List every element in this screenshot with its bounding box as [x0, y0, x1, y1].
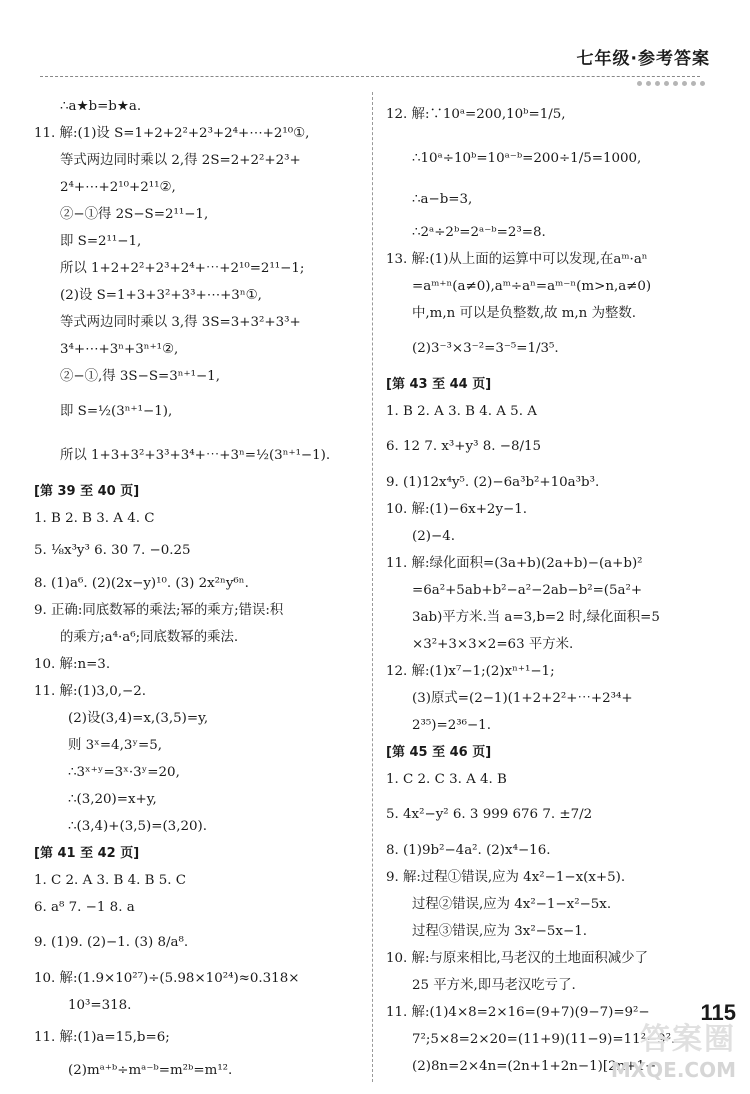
- answer-line: =aᵐ⁺ⁿ(a≠0),aᵐ÷aⁿ=aᵐ⁻ⁿ(m>n,a≠0): [412, 279, 652, 294]
- answer-line: 10. 解:n=3.: [34, 657, 111, 672]
- left-answer-column: [34, 93, 366, 1084]
- answer-line: 7²;5×8=2×20=(11+9)(11−9)=11²−9².: [412, 1032, 676, 1047]
- answer-line: 中,m,n 可以是负整数,故 m,n 为整数.: [412, 306, 636, 321]
- answer-line: (2)8n=2×4n=(2n+1+2n−1)[2n+1−: [412, 1059, 657, 1074]
- answer-line: ∴3ˣ⁺ʸ=3ˣ·3ʸ=20,: [68, 765, 180, 780]
- answer-line: (3)原式=(2−1)(1+2+2²+⋯+2³⁴+: [412, 691, 633, 706]
- answer-line: 9. 解:过程①错误,应为 4x²−1−x(x+5).: [386, 870, 626, 885]
- answer-line: 11. 解:(1)设 S=1+2+2²+2³+2⁴+⋯+2¹⁰①,: [34, 126, 310, 141]
- answer-line: 5. 4x²−y² 6. 3 999 676 7. ±7/2: [386, 807, 593, 822]
- answer-line: 所以 1+2+2²+2³+2⁴+⋯+2¹⁰=2¹¹−1;: [60, 261, 305, 276]
- right-answer-column: [386, 93, 706, 1080]
- page-number: 115: [700, 1000, 736, 1025]
- answer-line: 6. a⁸ 7. −1 8. a: [34, 900, 135, 915]
- watermark: [586, 1022, 736, 1085]
- answer-line: 10³=318.: [68, 998, 132, 1013]
- answer-line: ∴a−b=3,: [412, 192, 473, 207]
- watermark-logo: 答案圈: [640, 1022, 736, 1057]
- answer-line: 10. 解:(1.9×10²⁷)÷(5.98×10²⁴)≈0.318×: [34, 971, 300, 986]
- answer-line: 即 S=2¹¹−1,: [60, 234, 142, 249]
- answer-line: 11. 解:绿化面积=(3a+b)(2a+b)−(a+b)²: [386, 556, 643, 571]
- answer-line: 2⁴+⋯+2¹⁰+2¹¹②,: [60, 180, 176, 195]
- answer-line: 等式两边同时乘以 3,得 3S=3+3²+3³+: [60, 315, 301, 330]
- answer-line: 2³⁵)=2³⁶−1.: [412, 718, 491, 733]
- answer-line: 1. C 2. C 3. A 4. B: [386, 772, 507, 787]
- answer-line: 3⁴+⋯+3ⁿ+3ⁿ⁺¹②,: [60, 342, 179, 357]
- answer-line: ∴a★b=b★a.: [60, 99, 142, 114]
- answer-line: 的乘方;a⁴·a⁶;同底数幂的乘法.: [60, 630, 239, 645]
- section-header: [第 45 至 46 页]: [386, 745, 492, 760]
- answer-line: 过程②错误,应为 4x²−1−x²−5x.: [412, 897, 612, 912]
- answer-line: (2)3⁻³×3⁻²=3⁻⁵=1/3⁵.: [412, 341, 559, 356]
- answer-line: 13. 解:(1)从上面的运算中可以发现,在aᵐ·aⁿ: [386, 252, 648, 267]
- answer-line: 12. 解:(1)x⁷−1;(2)xⁿ⁺¹−1;: [386, 664, 555, 679]
- page-header-title: 七年级·参考答案: [576, 49, 710, 69]
- answer-line: 9. (1)9. (2)−1. (3) 8/a⁸.: [34, 935, 189, 950]
- answer-line: ∴(3,20)=x+y,: [68, 792, 157, 807]
- watermark-url: MXQE.COM: [610, 1058, 736, 1082]
- answer-line: ∴(3,4)+(3,5)=(3,20).: [68, 819, 207, 834]
- answer-line: 12. 解:∵10ᵃ=200,10ᵇ=1/5,: [386, 107, 566, 122]
- answer-line: (2)设(3,4)=x,(3,5)=y,: [68, 711, 209, 726]
- answer-line: =6a²+5ab+b²−a²−2ab−b²=(5a²+: [412, 583, 643, 598]
- header-rule: [40, 76, 700, 77]
- section-header: [第 43 至 44 页]: [386, 377, 492, 392]
- answer-line: ∴10ᵃ÷10ᵇ=10ᵃ⁻ᵇ=200÷1/5=1000,: [412, 151, 642, 166]
- answer-line: 11. 解:(1)4×8=2×16=(9+7)(9−7)=9²−: [386, 1005, 650, 1020]
- answer-line: 10. 解:与原来相比,马老汉的土地面积减少了: [386, 951, 648, 966]
- answer-line: 则 3ˣ=4,3ʸ=5,: [68, 738, 163, 753]
- column-divider: [372, 92, 373, 1082]
- header-dots: [475, 81, 705, 86]
- answer-line: 25 平方米,即马老汉吃亏了.: [412, 978, 576, 993]
- answer-line: 10. 解:(1)−6x+2y−1.: [386, 502, 528, 517]
- answer-line: ②−①得 2S−S=2¹¹−1,: [60, 207, 209, 222]
- section-header: [第 41 至 42 页]: [34, 846, 140, 861]
- answer-line: 11. 解:(1)3,0,−2.: [34, 684, 146, 699]
- answer-line: ×3²+3×3×2=63 平方米.: [412, 637, 574, 652]
- answer-line: 6. 12 7. x³+y³ 8. −8/15: [386, 439, 542, 454]
- answer-line: 3ab)平方米.当 a=3,b=2 时,绿化面积=5: [412, 610, 660, 625]
- answer-line: 过程③错误,应为 3x²−5x−1.: [412, 924, 587, 939]
- answer-line: (2)−4.: [412, 529, 455, 544]
- answer-line: (2)设 S=1+3+3²+3³+⋯+3ⁿ①,: [60, 288, 262, 303]
- answer-line: ②−①,得 3S−S=3ⁿ⁺¹−1,: [60, 369, 220, 384]
- answer-line: 1. C 2. A 3. B 4. B 5. C: [34, 873, 187, 888]
- answer-line: 1. B 2. B 3. A 4. C: [34, 511, 155, 526]
- answer-line: 9. 正确:同底数幂的乘法;幂的乘方;错误:积: [34, 603, 284, 618]
- answer-line: 1. B 2. A 3. B 4. A 5. A: [386, 404, 537, 419]
- answer-line: 5. ⅛x³y³ 6. 30 7. −0.25: [34, 543, 191, 558]
- answer-line: ∴2ᵃ÷2ᵇ=2ᵃ⁻ᵇ=2³=8.: [412, 225, 546, 240]
- section-header: [第 39 至 40 页]: [34, 484, 140, 499]
- answer-line: 即 S=½(3ⁿ⁺¹−1),: [60, 404, 173, 419]
- answer-line: 11. 解:(1)a=15,b=6;: [34, 1030, 170, 1045]
- answer-line: 8. (1)a⁶. (2)(2x−y)¹⁰. (3) 2x²ⁿy⁶ⁿ.: [34, 576, 249, 591]
- answer-line: 等式两边同时乘以 2,得 2S=2+2²+2³+: [60, 153, 301, 168]
- answer-line: 9. (1)12x⁴y⁵. (2)−6a³b²+10a³b³.: [386, 475, 600, 490]
- answer-line: (2)mᵃ⁺ᵇ÷mᵃ⁻ᵇ=m²ᵇ=m¹².: [68, 1063, 233, 1078]
- answer-line: 所以 1+3+3²+3³+3⁴+⋯+3ⁿ=½(3ⁿ⁺¹−1).: [60, 448, 331, 463]
- answer-line: 8. (1)9b²−4a². (2)x⁴−16.: [386, 843, 551, 858]
